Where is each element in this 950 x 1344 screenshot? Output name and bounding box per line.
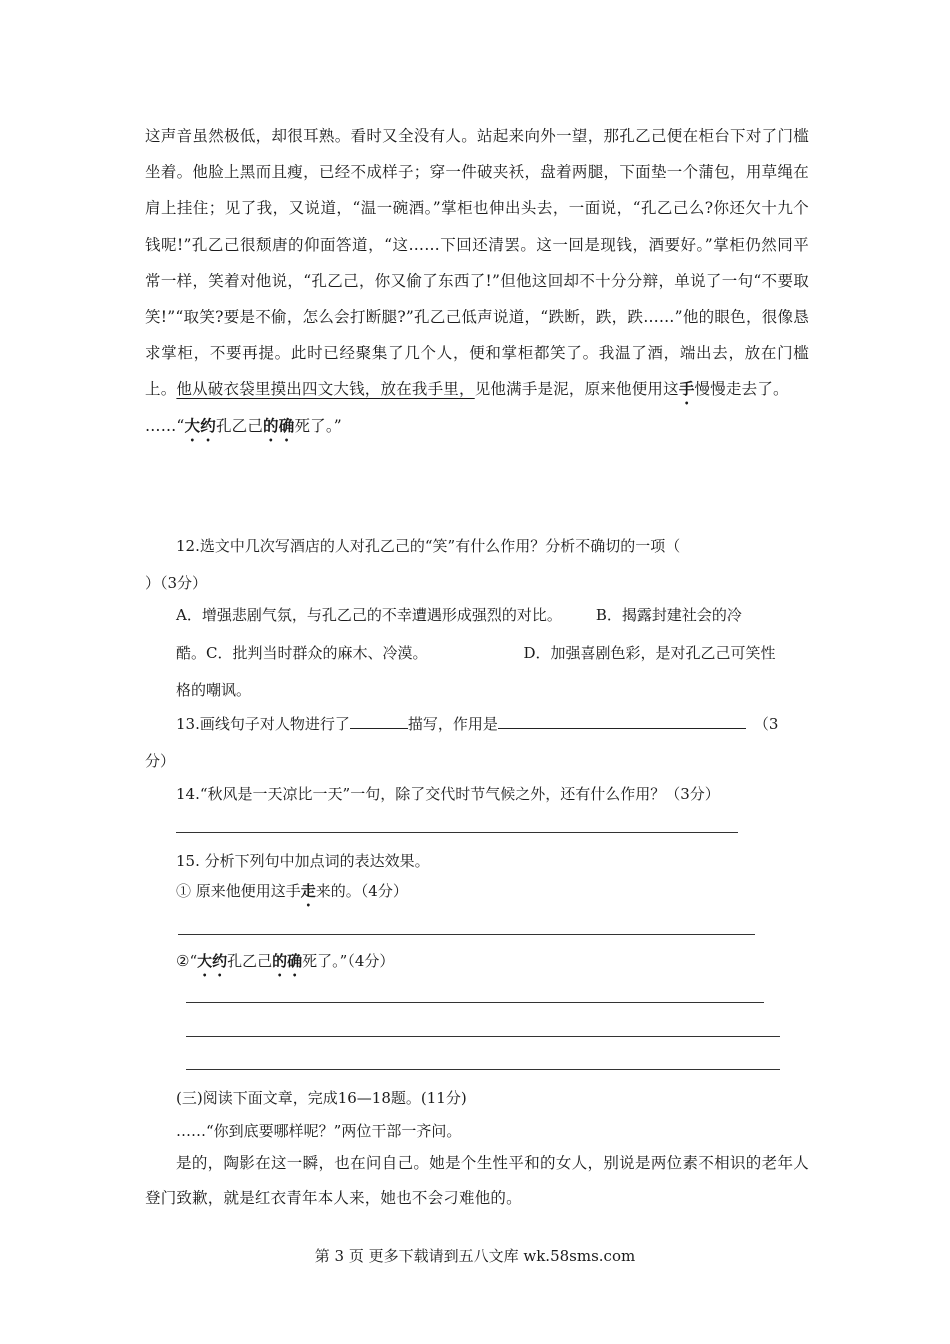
q12-option-c-line: [176, 642, 776, 663]
closing-suffix: 死了。”: [294, 417, 342, 436]
q12-option-b-text: B．揭露封建社会的冷: [595, 606, 742, 624]
q12-option-c-text: C．批判当时群众的麻木、冷漠。: [206, 644, 428, 662]
question-15-2: [176, 950, 394, 980]
q12-option-a-text: A．增强悲剧气氛，与孔乙己的不幸遭遇形成强烈的对比。: [176, 606, 562, 624]
q13-blank-1[interactable]: [350, 713, 408, 729]
underlined-sentence: 他从破衣袋里摸出四文大钱，放在我手里，: [176, 380, 475, 399]
q15-2-answer-line-3[interactable]: [186, 1069, 780, 1070]
passage-text-1: 这声音虽然极低，却很耳熟。看时又全没有人。站起来向外一望，那孔乙己便在柜台下对了门槛坐着。他脸上黑而且瘦，已经不成样子；穿一件破夹袄，盘着两腿，下面垫一个蒲包，用草绳在肩上挂住；见了我，又说道，“温一碗酒。”掌柜也伸出头去，一面说，“孔乙己么?你还欠十九个钱呢!”孔乙己很颓唐的仰面答道，“这……下回还清罢。这一回是现钱，酒要好。”掌柜仍然同平常一样，笑着对他说，“孔乙己，你又偷了东西了!”但他这回却不十分分辩，单说了一句“不要取笑!”“取笑?要是不偷，怎么会打断腿?”孔乙己低声说道，“跌断，跌，跌……”他的眼色，很像恳求掌柜，不要再提。此时已经聚集了几个人，便和掌柜都笑了。我温了酒，端出去，放在门槛上。: [145, 127, 809, 399]
q12-option-d-text: D．加强喜剧色彩，是对孔乙己可笑性: [523, 644, 776, 662]
section-3-heading: (三)阅读下面文章，完成16—18题。(11分): [176, 1089, 467, 1107]
question-13: [176, 713, 778, 734]
dotted-word-dayue: 大约: [184, 416, 216, 436]
passage-closing: [145, 408, 809, 445]
q12-option-b-end: 酷。: [176, 644, 207, 662]
dotted-word-dique-2: 的确: [272, 952, 303, 970]
question-12: 12.选文中几次写酒店的人对孔乙己的“笑”有什么作用？分析不确切的一项（: [176, 537, 681, 555]
dotted-word-zou: 走: [300, 882, 316, 900]
dotted-word-shou: 手: [678, 379, 695, 399]
q13-text-b: 描写，作用是: [407, 715, 498, 733]
q13-score-a: （3: [753, 715, 779, 733]
q15-2-text-a: ②“: [176, 952, 198, 970]
passage: [145, 118, 809, 445]
q15-2-answer-line-1[interactable]: [186, 1002, 764, 1003]
closing-prefix: ……“: [145, 417, 185, 436]
question-14: 14.“秋风是一天凉比一天”一句，除了交代时节气候之外，还有什么作用？（3分）: [176, 785, 720, 803]
section-3-para-text: 是的，陶影在这一瞬，也在问自己。她是个生性平和的女人，别说是两位素不相识的老年人登门致歉，就是红衣青年本人来，她也不会刁难他的。: [145, 1154, 809, 1207]
q15-1-answer-line[interactable]: [178, 934, 755, 935]
q14-answer-line[interactable]: [176, 832, 738, 833]
question-13-score: 分）: [145, 752, 176, 770]
q15-2-answer-line-2[interactable]: [186, 1036, 780, 1037]
q13-text-a: 13.画线句子对人物进行了: [176, 715, 350, 733]
section-3-line-1: ……“你到底要哪样呢？”两位干部一齐问。: [176, 1122, 462, 1140]
closing-mid: 孔乙己: [215, 417, 264, 436]
q15-1-text-b: 来的。（4分）: [315, 882, 408, 900]
q15-2-text-b: 死了。”（4分）: [302, 952, 395, 970]
q12-option-a: [176, 604, 742, 625]
passage-text-3: 慢慢走去了。: [694, 380, 789, 399]
q12-option-d-end: 格的嘲讽。: [176, 681, 252, 699]
question-15: 15. 分析下列句中加点词的表达效果。: [176, 852, 430, 870]
passage-text-2: 见他满手是泥，原来他便用这: [474, 380, 679, 399]
q15-2-mid: 孔乙己: [227, 952, 273, 970]
q15-1-text-a: ① 原来他便用这手: [176, 882, 301, 900]
q13-blank-2[interactable]: [498, 713, 746, 729]
question-15-1: [176, 880, 408, 910]
dotted-word-dayue-2: 大约: [197, 952, 228, 970]
page-footer: 第 3 页 更多下载请到五八文库 wk.58sms.com: [314, 1247, 636, 1265]
question-12-score: ）（3分）: [145, 574, 208, 592]
passage-paragraph: [145, 118, 809, 408]
dotted-word-dique: 的确: [263, 416, 295, 436]
section-3-paragraph: [145, 1146, 809, 1216]
